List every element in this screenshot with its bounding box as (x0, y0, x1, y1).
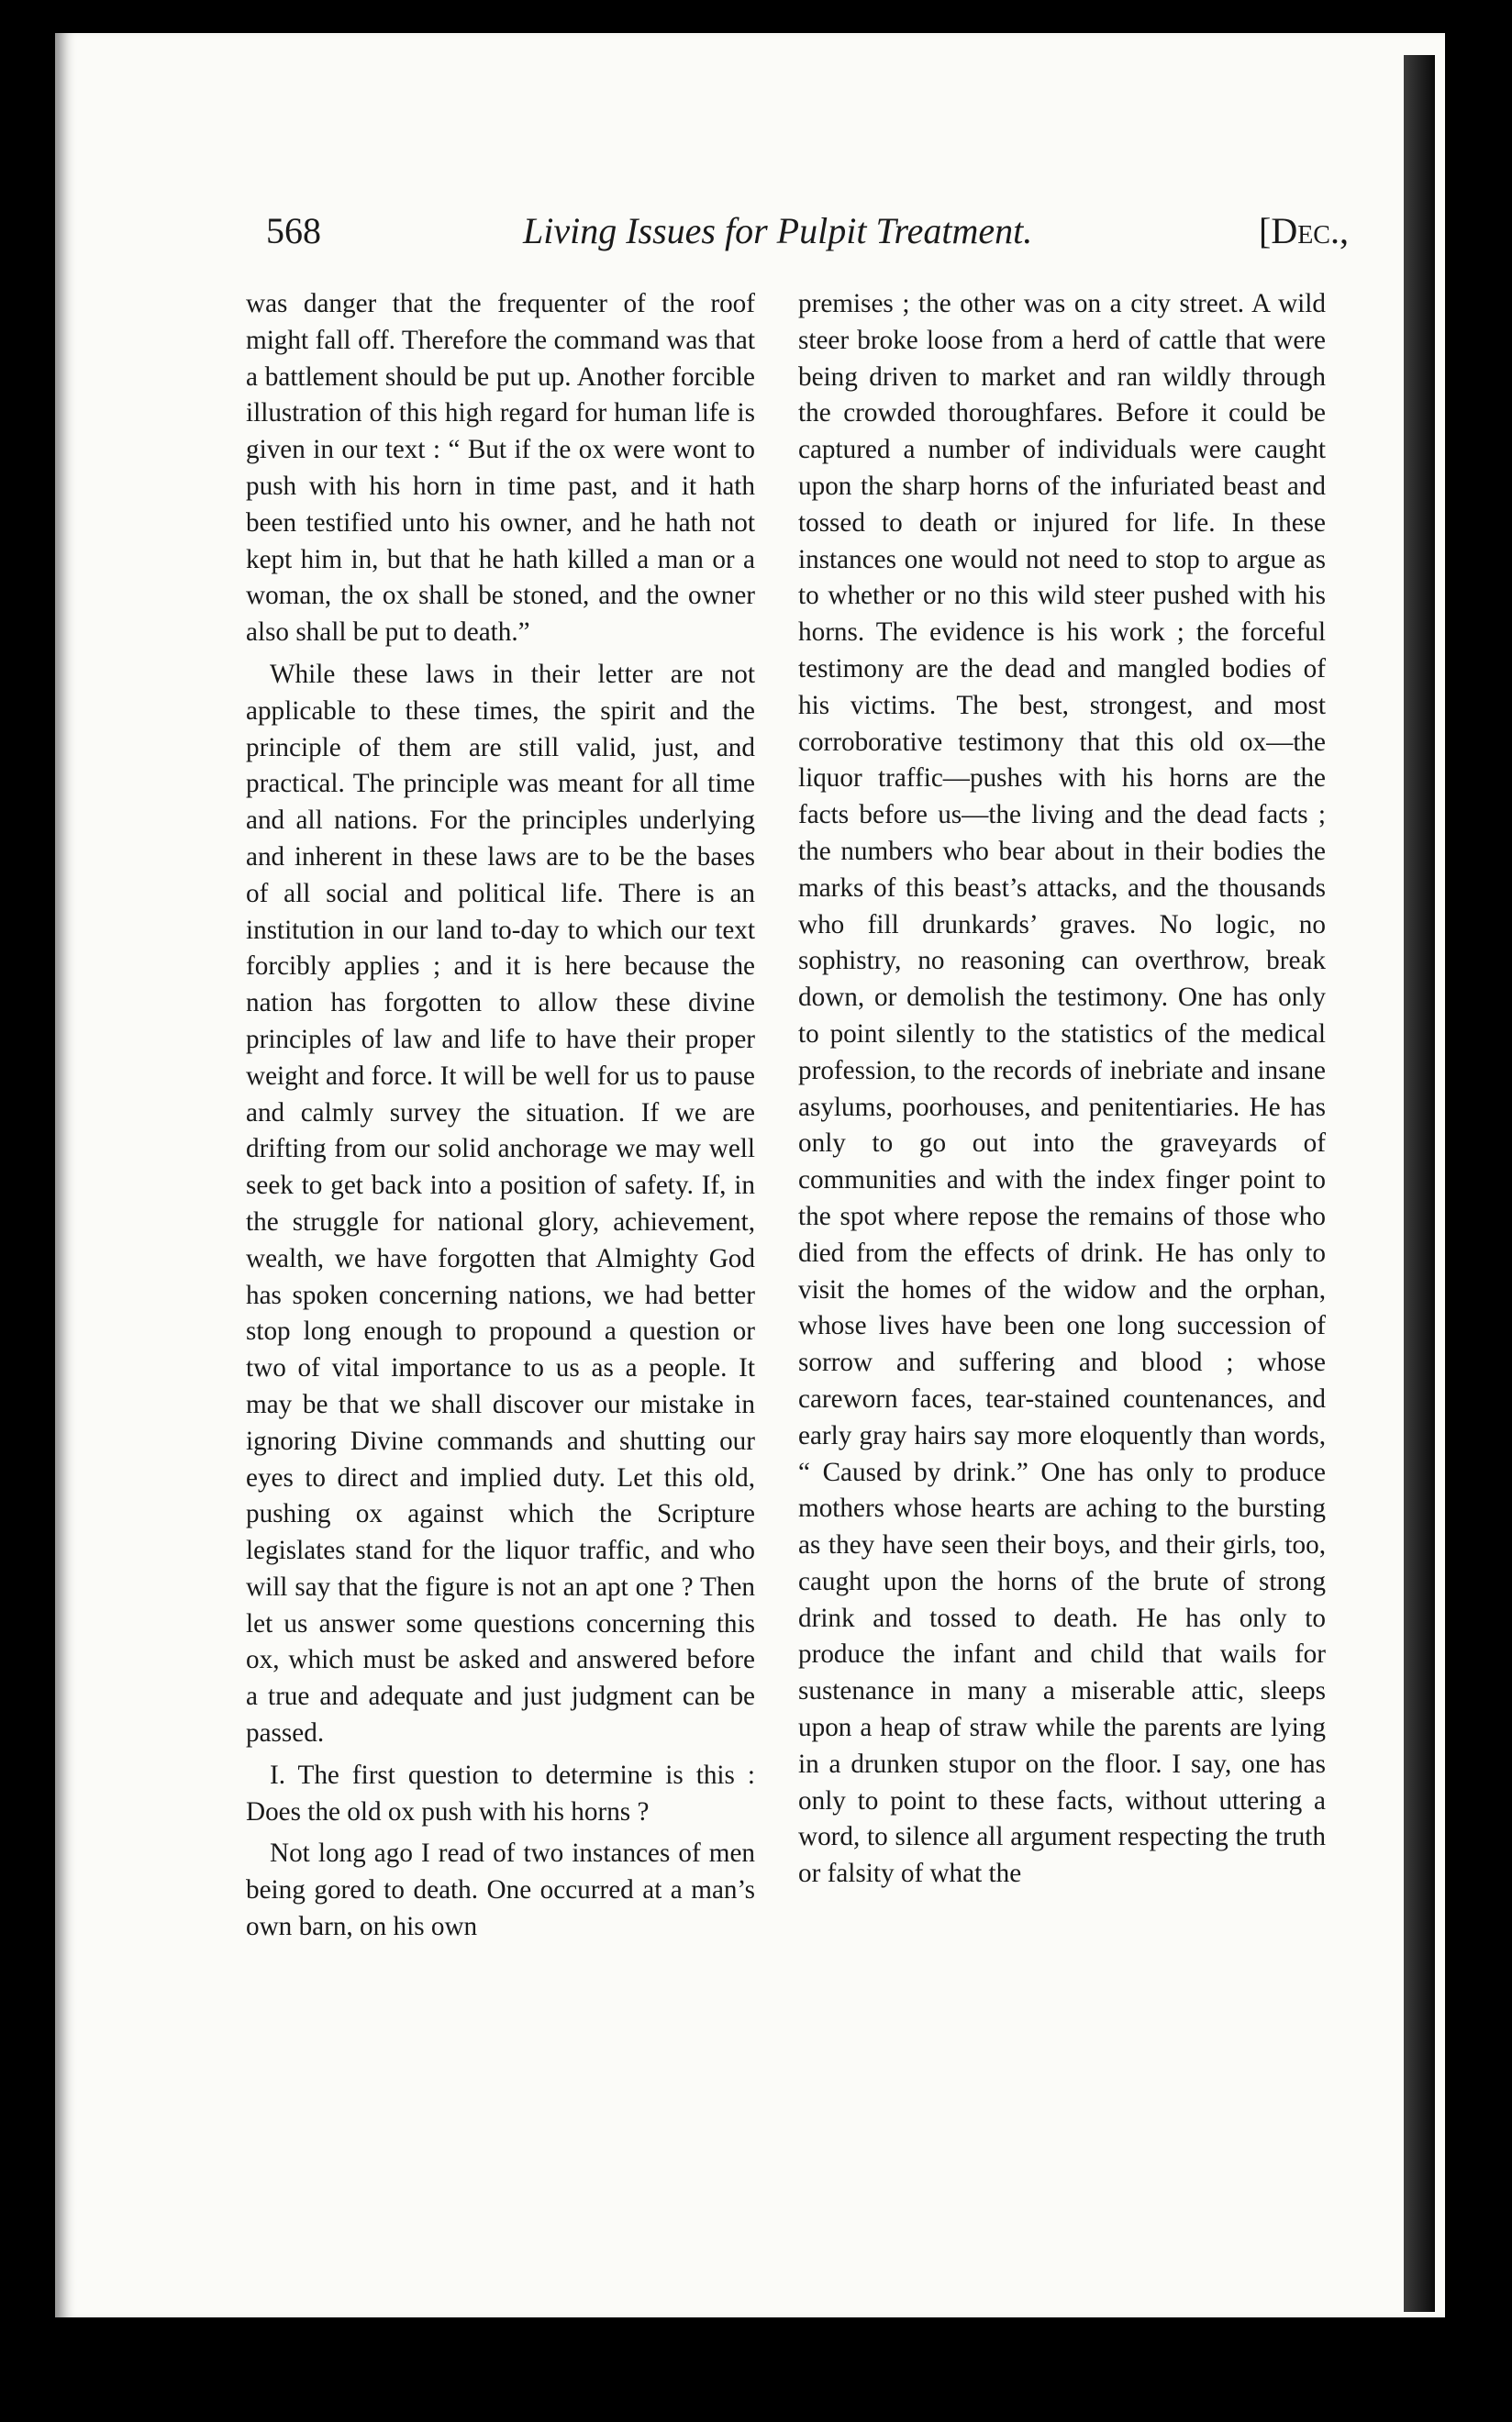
book-gutter (1404, 55, 1435, 2312)
page-header (266, 204, 1349, 259)
paragraph: Not long ago I read of two instances of men being gored to death. One occurred at a man’s own barn, on his own (246, 1839, 755, 1942)
page-number: 568 (266, 210, 321, 251)
left-column (246, 286, 755, 1946)
paragraph: was danger that the frequenter of the roof might fall off. Therefore the command was that a battlement should be put up. Another forcible illustration of this high regard for human life is given in our text : “ But if the ox were wont to push with his horn in time past, and it hath been testified unto his owner, and he hath not kept him in, but that he hath killed a man or a woman, the ox shall be stoned, and the owner also shall be put to death.” (246, 289, 755, 648)
running-title: Living Issues for Pulpit Treatment. (523, 210, 1033, 251)
right-column (798, 286, 1326, 1893)
section-mark: [Dec., (1259, 210, 1349, 251)
paragraph: While these laws in their letter are not applicable to these times, the spirit and the principle of them are still valid, just, and practical. The principle was meant for all time and all nations. For the principles underlying and inherent in these laws are to be the bases of all social and political life. There is an institution in our land to-day to which our text forcibly applies ; and it is here because the nation has forgotten to allow these divine principles of law and life to have their proper weight and force. It will be well for us to pause and calmly survey the situation. If we are drifting from our solid anchorage we may well seek to get back into a position of safety. If, in the struggle for national glory, achievement, wealth, we have forgotten that Almighty God has spoken concerning nations, we had better stop long enough to propound a question or two of vital importance to us as a people. It may be that we shall discover our mistake in ignoring Divine commands and shutting our eyes to direct and implied duty. Let this old, pushing ox against which the Scripture legislates stand for the liquor traffic, and who will say that the figure is not an apt one ? Then let us answer some questions concerning this ox, which must be asked and answered before a true and adequate and just judgment can be passed. (246, 659, 755, 1749)
paragraph: premises ; the other was on a city street. A wild steer broke loose from a herd of cattle that were being driven to market and ran wildly through the crowded thoroughfares. Before it could be captured a number of individuals were caught upon the sharp horns of the infuriated beast and tossed to death or injured for life. In these instances one would not need to stop to argue as to whether or no this wild steer pushed with his horns. The evidence is his work ; the forceful testimony are the dead and mangled bodies of his victims. The best, strongest, and most corroborative testimony that this old ox—the liquor traffic—pushes with his horns are the facts before us—the living and the dead facts ; the numbers who bear about in their bodies the marks of this beast’s attacks, and the thousands who fill drunkards’ graves. No logic, no sophistry, no reasoning can overthrow, break down, or demolish the testimony. One has only to point silently to the statistics of the medical profession, to the records of inebriate and insane asylums, poorhouses, and penitentiaries. He has only to go out into the graveyards of communities and with the index finger point to the spot where repose the remains of those who died from the effects of drink. He has only to visit the homes of the widow and the orphan, whose lives have been one long succession of sorrow and suffering and blood ; whose careworn faces, tear-stained countenances, and early gray hairs say more eloquently than words, “ Caused by drink.” One has only to produce mothers whose hearts are aching to the bursting as they have seen their boys, and their girls, too, caught upon the horns of the brute of strong drink and tossed to death. He has only to produce the infant and child that wails for sustenance in many a miserable attic, sleeps upon a heap of straw while the parents are lying in a drunken stupor on the floor. I say, one has only to point to these facts, without uttering a word, to silence all argument respecting the truth or falsity of what the (798, 289, 1326, 1889)
paragraph: I. The first question to determine is this : Does the old ox push with his horns ? (246, 1760, 755, 1827)
